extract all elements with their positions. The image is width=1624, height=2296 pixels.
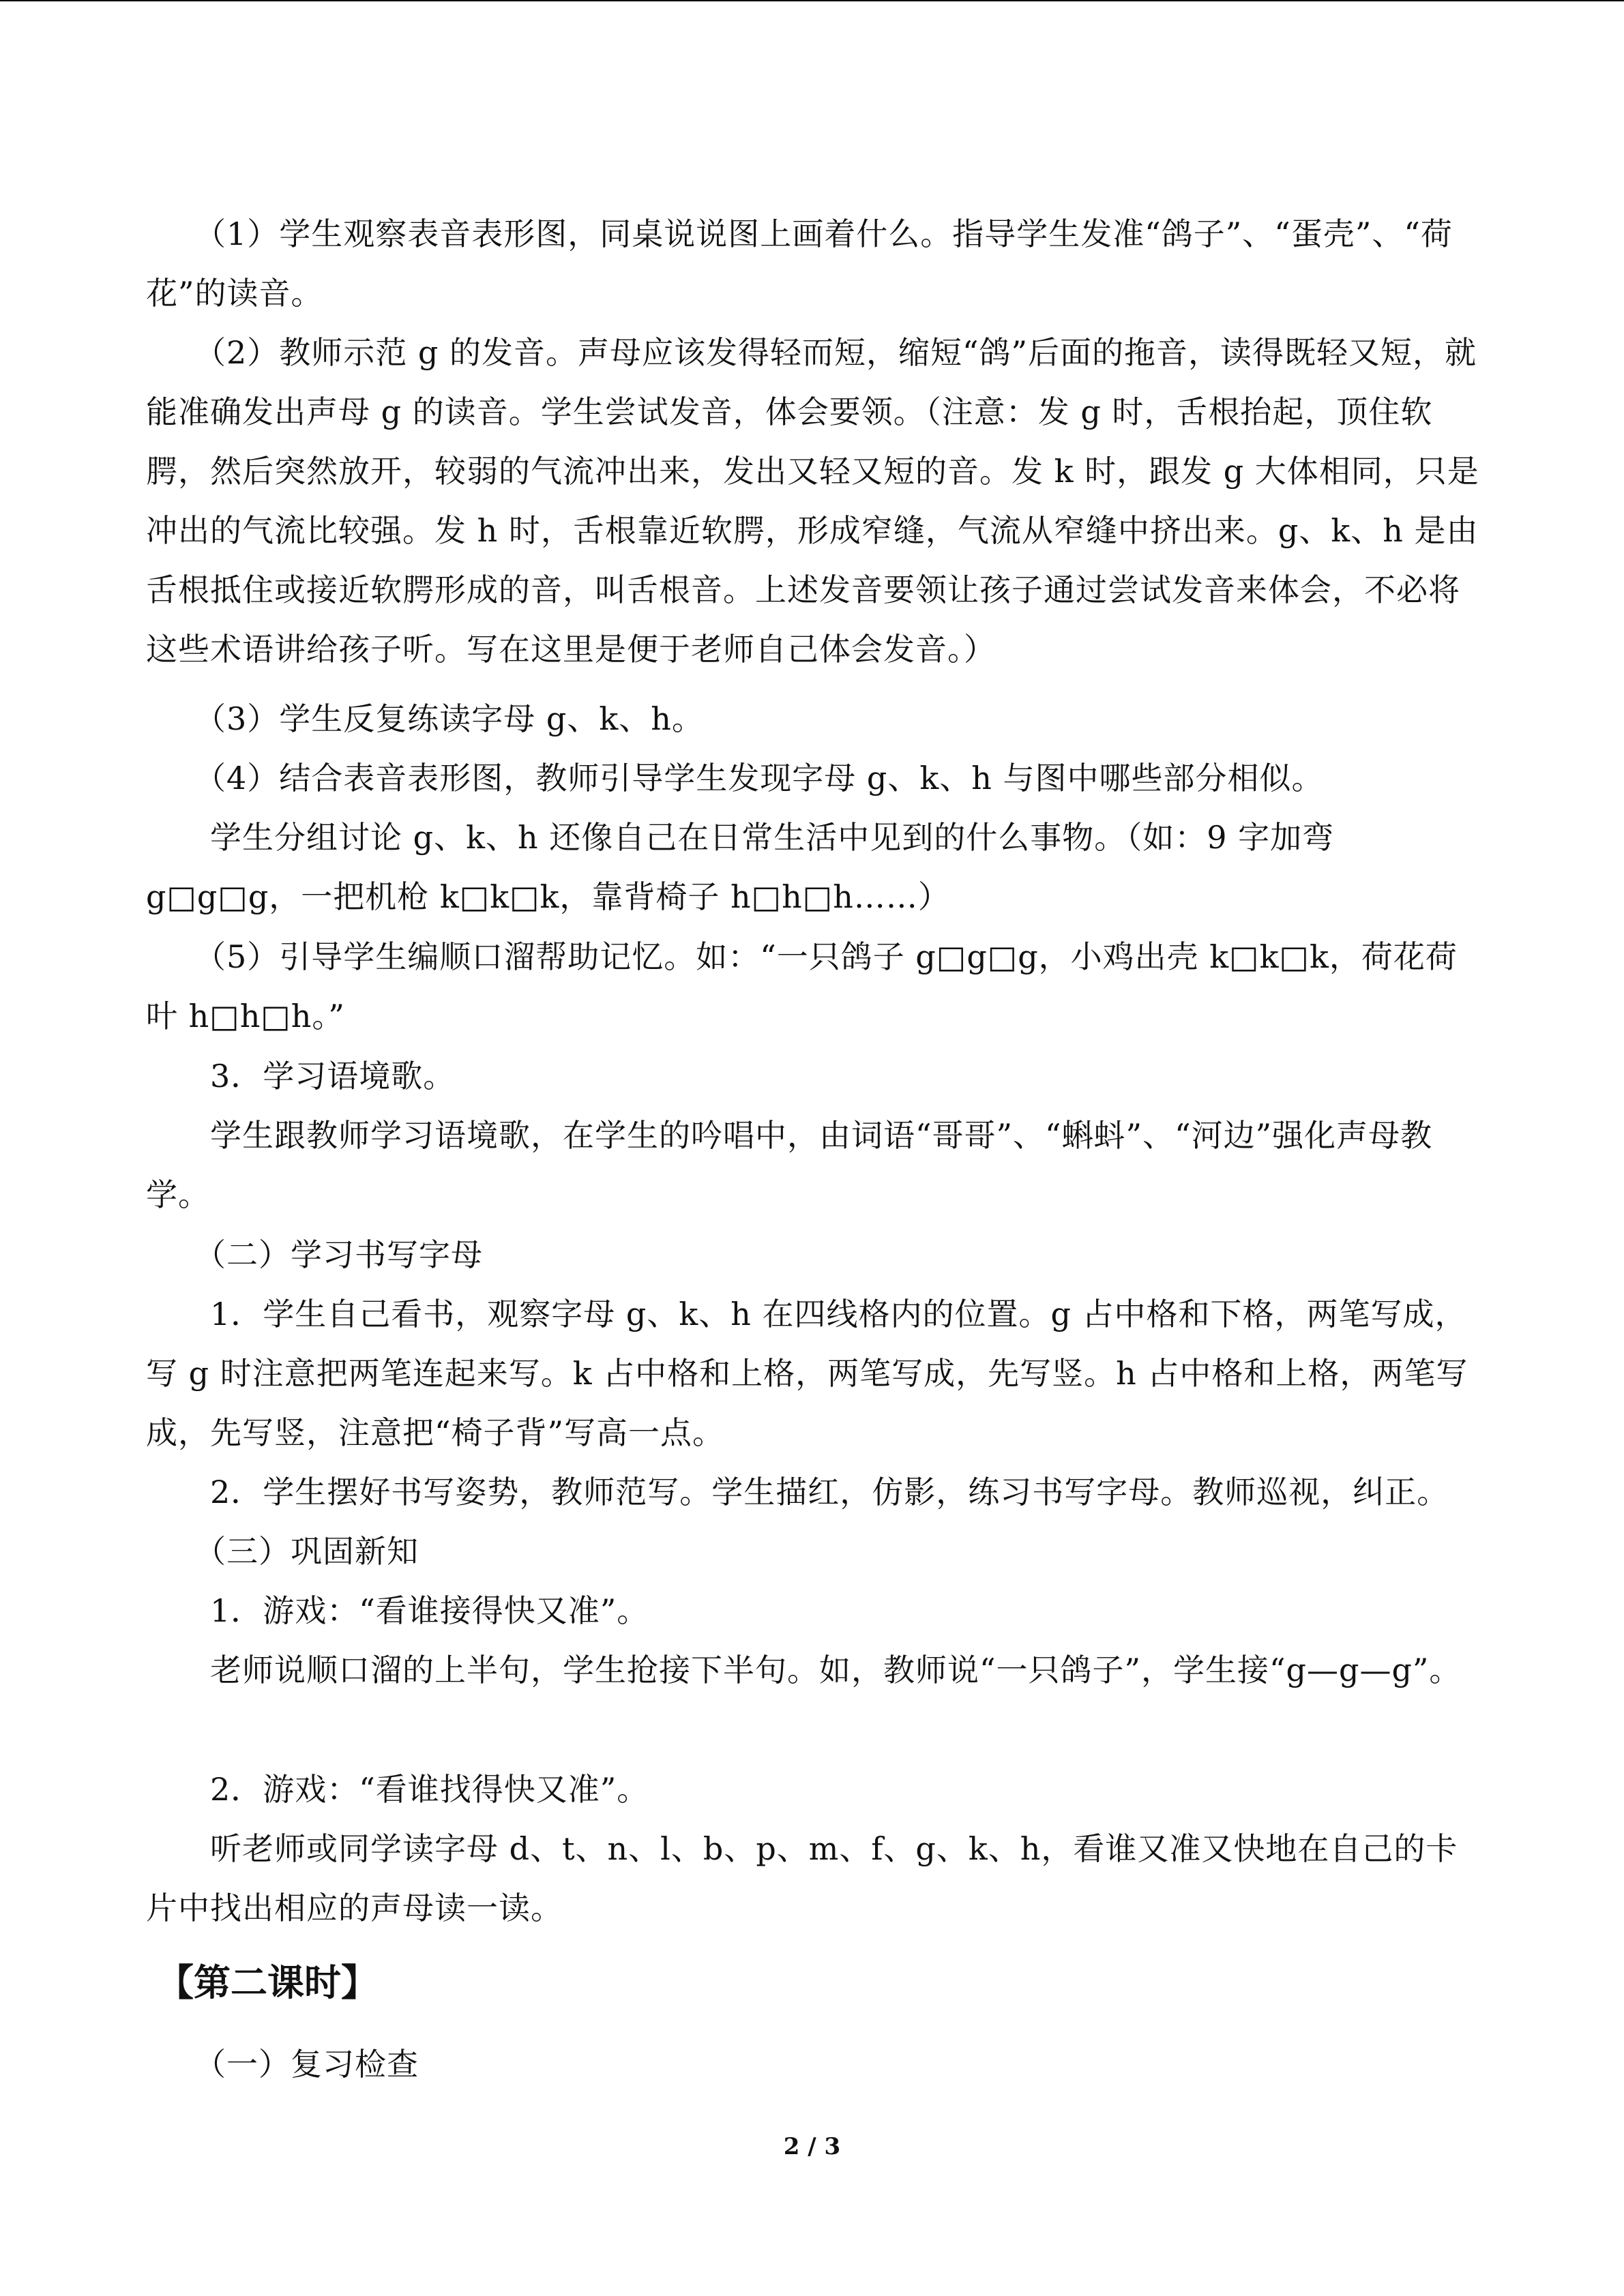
paragraph-14: 老师说顺口溜的上半句，学生抢接下半句。如，教师说“一只鸽子”，学生接“g—g—g”。: [146, 1652, 1462, 1688]
top-border-line: [0, 0, 1624, 1]
page-number: 2 / 3: [783, 2133, 841, 2160]
paragraph-3: （3）学生反复练读字母 g、k、h。: [146, 700, 704, 737]
paragraph-5: 学生分组讨论 g、k、h 还像自己在日常生活中见到的什么事物。（如：9 字加弯 g□g□g，一把机枪 k□k□k，靠背椅子 h□h□h……）: [146, 819, 1345, 915]
paragraph-4: （4）结合表音表形图，教师引导学生发现字母 g、k、h 与图中哪些部分相似。: [146, 760, 1324, 796]
paragraph-12: （三）巩固新知: [146, 1533, 419, 1570]
paragraph-1: （1）学生观察表音表形图，同桌说说图上画着什么。指导学生发准“鸽子”、“蛋壳”、“荷花”的读音。: [146, 215, 1453, 312]
paragraph-9: （二）学习书写字母: [146, 1236, 483, 1273]
paragraph-15: 2．游戏：“看谁找得快又准”。: [146, 1771, 649, 1808]
paragraph-10: 1．学生自己看书，观察字母 g、k、h 在四线格内的位置。g 占中格和下格，两笔写成，写 g 时注意把两笔连起来写。k 占中格和上格，两笔写成，先写竖。h 占中格和上格，两笔写成，先写竖，注意把“椅子背”写高一点。: [146, 1296, 1468, 1451]
section-review: （一）复习检查: [146, 2046, 419, 2083]
paragraph-2: （2）教师示范 g 的发音。声母应该发得轻而短，缩短“鸽”后面的拖音，读得既轻又短，就能准确发出声母 g 的读音。学生尝试发音，体会要领。（注意：发 g 时，舌根抬起，顶住软腭，然后突然放开，较弱的气流冲出来，发出又轻又短的音。发 k 时，跟发 g 大体相同，只是冲出的气流比较强。发 h 时，舌根靠近软腭，形成窄缝，气流从窄缝中挤出来。g、k、h 是由舌根抵住或接近软腭形成的音，叫舌根音。上述发音要领让孩子通过尝试发音来体会，不必将这些术语讲给孩子听。写在这里是便于老师自己体会发音。）: [146, 334, 1479, 668]
paragraph-7: 3．学习语境歌。: [146, 1058, 456, 1094]
lesson-heading: 【第二课时】: [157, 1961, 378, 2004]
paragraph-6: （5）引导学生编顺口溜帮助记忆。如：“一只鸽子 g□g□g，小鸡出壳 k□k□k，荷花荷叶 h□h□h。”: [146, 938, 1458, 1034]
paragraph-11: 2．学生摆好书写姿势，教师范写。学生描红，仿影，练习书写字母。教师巡视，纠正。: [146, 1474, 1449, 1510]
paragraph-8: 学生跟教师学习语境歌，在学生的吟唱中，由词语“哥哥”、“蝌蚪”、“河边”强化声母教学。: [146, 1117, 1433, 1213]
paragraph-16: 听老师或同学读字母 d、t、n、l、b、p、m、f、g、k、h，看谁又准又快地在自己的卡片中找出相应的声母读一读。: [146, 1830, 1458, 1926]
paragraph-13: 1．游戏：“看谁接得快又准”。: [146, 1592, 649, 1629]
